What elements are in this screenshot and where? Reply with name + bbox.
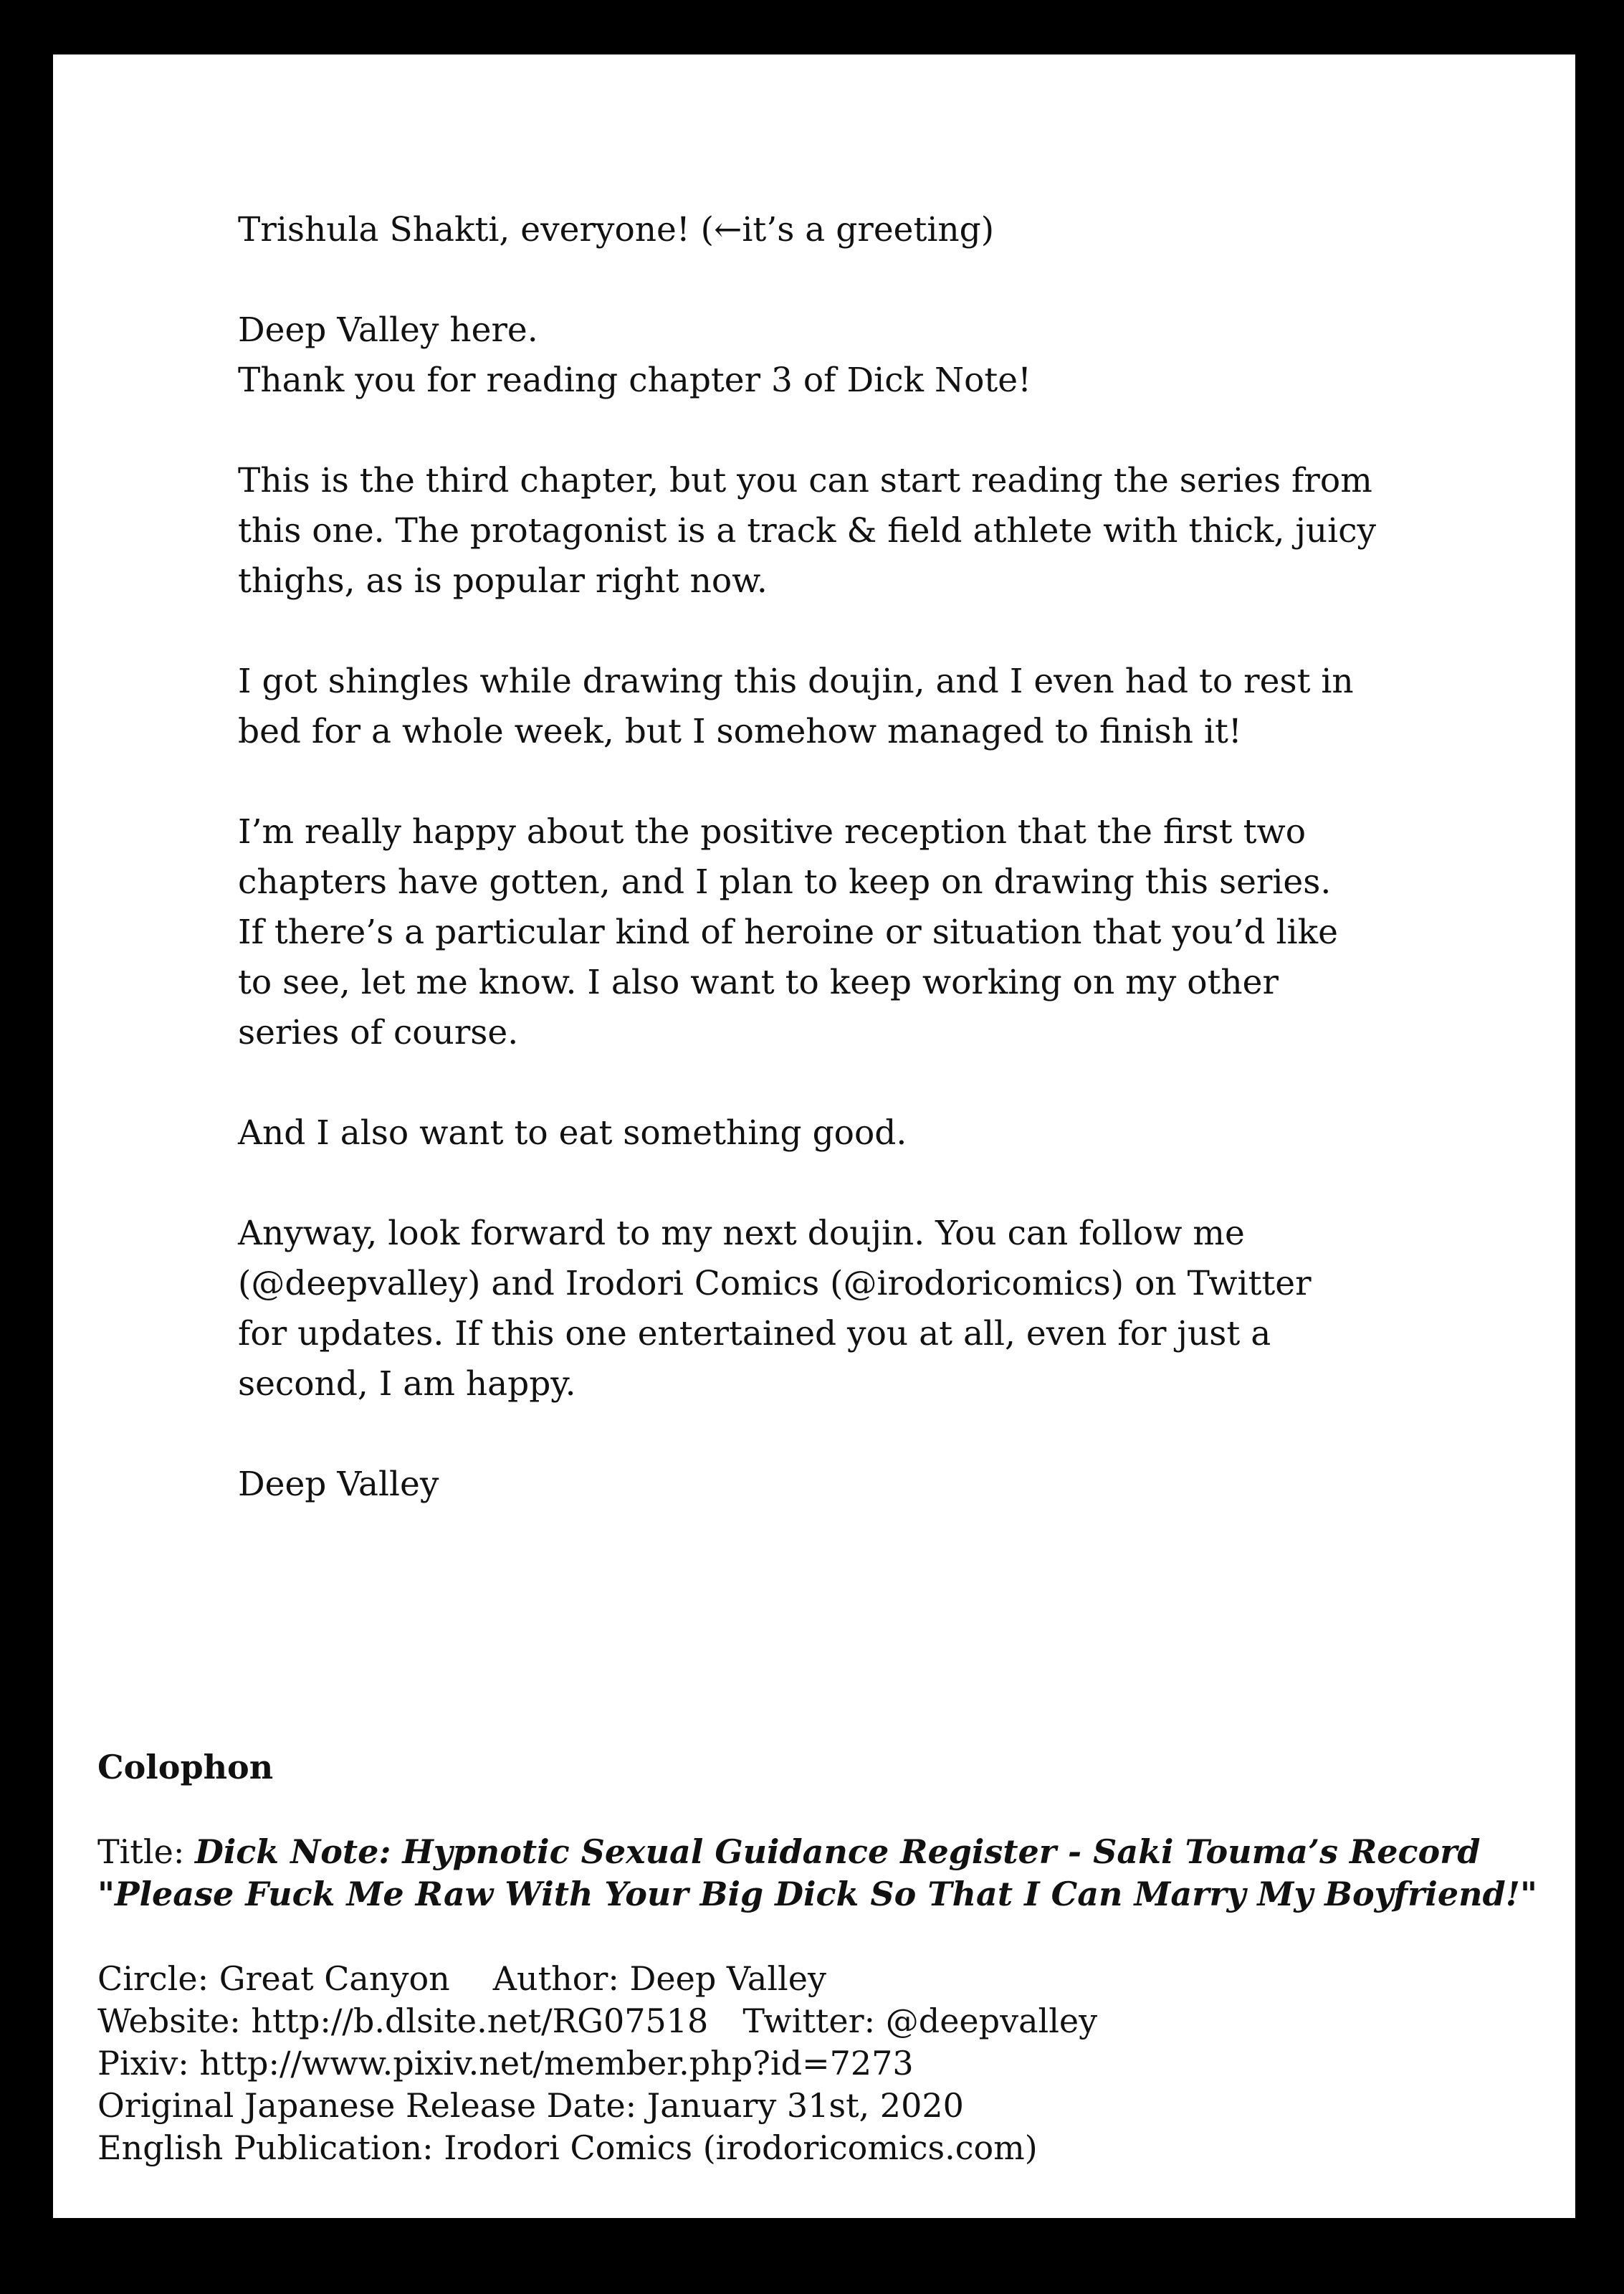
letter-paragraph: [238, 456, 1413, 606]
letter-line: And I also want to eat something good.: [238, 1113, 907, 1153]
letter-paragraph: [238, 657, 1413, 757]
pixiv-text: Pixiv: http://www.pixiv.net/member.php?id=7273: [97, 2044, 914, 2083]
letter-line: Anyway, look forward to my next doujin. You can follow me: [238, 1214, 1245, 1253]
letter-line: second, I am happy.: [238, 1364, 576, 1404]
letter-paragraph: [238, 205, 1413, 255]
title-label: Title:: [97, 1832, 195, 1871]
letter-line: bed for a whole week, but I somehow managed to finish it!: [238, 712, 1242, 751]
letter-line: If there’s a particular kind of heroine or situation that you’d like: [238, 913, 1338, 952]
afterword-letter: [238, 205, 1413, 1560]
circle-text: Circle: Great Canyon: [97, 1959, 450, 1998]
letter-line: Thank you for reading chapter 3 of Dick Note!: [238, 361, 1031, 400]
title-value-line-1: Dick Note: Hypnotic Sexual Guidance Register - Saki Touma’s Record: [194, 1832, 1481, 1871]
letter-paragraph: [238, 305, 1413, 406]
page: [53, 54, 1575, 2218]
letter-line: Deep Valley here.: [238, 310, 538, 350]
title-value-line-2: "Please Fuck Me Raw With Your Big Dick So That I Can Marry My Boyfriend!": [97, 1875, 1537, 1913]
letter-line: this one. The protagonist is a track & field athlete with thick, juicy: [238, 511, 1377, 551]
colophon: [97, 1746, 1537, 2169]
letter-paragraph: [238, 1209, 1413, 1409]
letter-line: series of course.: [238, 1013, 519, 1052]
release-date-text: Original Japanese Release Date: January 31st, 2020: [97, 2086, 964, 2125]
letter-paragraph: [238, 1108, 1413, 1158]
title-row-1: [97, 1831, 1531, 1873]
colophon-title: [97, 1831, 1537, 1915]
letter-line: (@deepvalley) and Irodori Comics (@irodoricomics) on Twitter: [238, 1264, 1312, 1303]
letter-line: for updates. If this one entertained you at all, even for just a: [238, 1314, 1271, 1353]
letter-line: chapters have gotten, and I plan to keep on drawing this series.: [238, 862, 1332, 902]
signature-text: Deep Valley: [238, 1465, 439, 1504]
letter-line: Trishula Shakti, everyone! (←it’s a greeting): [238, 210, 995, 249]
letter-line: This is the third chapter, but you can start reading the series from: [238, 461, 1372, 500]
website-text: Website: http://b.dlsite.net/RG07518: [97, 2002, 709, 2040]
letter-signature: [238, 1460, 1413, 1510]
colophon-details: [97, 1958, 1531, 2169]
twitter-text: Twitter: @deepvalley: [742, 2002, 1098, 2040]
author-text: Author: Deep Valley: [492, 1959, 826, 1998]
website-twitter-row: [97, 2000, 1531, 2042]
circle-author-row: [97, 1958, 1531, 2000]
letter-line: I’m really happy about the positive reception that the first two: [238, 812, 1307, 852]
letter-paragraph: [238, 807, 1413, 1058]
colophon-heading: Colophon: [97, 1748, 274, 1786]
letter-line: I got shingles while drawing this doujin, and I even had to rest in: [238, 662, 1354, 701]
letter-line: to see, let me know. I also want to keep working on my other: [238, 963, 1279, 1002]
publication-text: English Publication: Irodori Comics (irodoricomics.com): [97, 2128, 1038, 2167]
letter-line: thighs, as is popular right now.: [238, 561, 768, 601]
